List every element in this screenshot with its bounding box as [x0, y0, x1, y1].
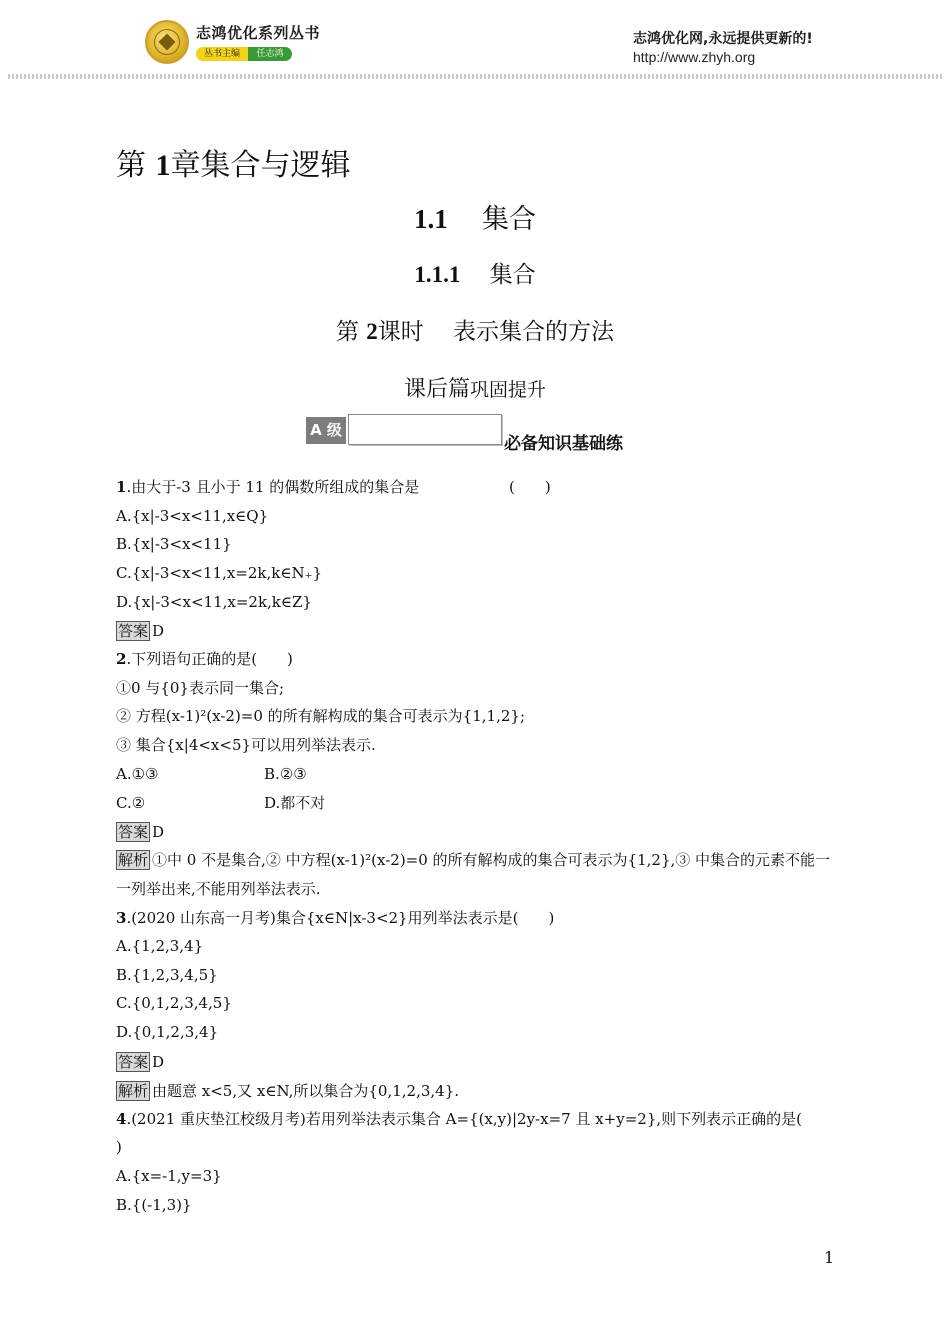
q1-option-a: A.{x|-3<x<11,x∈Q}: [116, 507, 269, 525]
page-number: 1: [824, 1248, 835, 1267]
q3-answer: D: [152, 1053, 165, 1071]
q2-option-a: A.①③: [116, 765, 159, 783]
q3-stem: [116, 909, 554, 927]
q1-option-b: B.{x|-3<x<11}: [116, 535, 232, 553]
section-title: [0, 197, 950, 236]
q3-analysis: 由题意 x<5,又 x∈N,所以集合为{0,1,2,3,4}.: [152, 1082, 460, 1100]
q2-option-d: D.都不对: [264, 794, 326, 812]
q4-text: .(2021 重庆垫江校级月考)若用列举法表示集合 A={(x,y)|2y-x=7 且 x+y=2},则下列表示正确的是(: [126, 1110, 802, 1128]
subsection-title: [0, 256, 950, 289]
level-box: [348, 414, 502, 445]
page-header: [0, 0, 950, 80]
q3-analysis-line: [116, 1081, 459, 1101]
q3-answer-line: [116, 1052, 164, 1072]
q3-option-c: C.{0,1,2,3,4,5}: [116, 994, 232, 1012]
q4-stem-tail: ): [116, 1138, 122, 1156]
section-name: 集合: [482, 204, 537, 235]
q1-paren: ( ): [509, 478, 551, 496]
answer-tag: 答案: [118, 823, 149, 841]
subsection-name: 集合: [489, 262, 536, 288]
q3-option-b: B.{1,2,3,4,5}: [116, 966, 218, 984]
q1-option-c: C.{x|-3<x<11,x=2k,k∈N₊}: [116, 564, 323, 582]
q2-number: 2: [116, 650, 127, 668]
q1-stem: [116, 478, 419, 496]
q1-answer-line: [116, 621, 164, 641]
q2-analysis-line: [116, 846, 836, 904]
brand-sub-left: 丛书主编: [196, 47, 248, 61]
after-class-b: 巩固提升: [470, 379, 547, 401]
analysis-tag: 解析: [118, 1082, 149, 1100]
level-title: 必备知识基础练: [504, 434, 623, 454]
q1-number: 1: [116, 478, 127, 496]
brand-sub-right: 任志鸿: [248, 47, 292, 61]
answer-tag: 答案: [118, 1053, 149, 1071]
chapter-title: [116, 140, 351, 184]
subsection-number: 1.1.1: [414, 262, 461, 287]
q2-statement-3: ③ 集合{x|4<x<5}可以用列举法表示.: [116, 736, 376, 754]
q2-answer: D: [152, 823, 165, 841]
after-class-a: 课后篇: [403, 377, 470, 402]
brand-seal-logo: [145, 20, 189, 64]
brand-subtitle: [196, 47, 292, 61]
q2-answer-line: [116, 822, 164, 842]
q2-text: .下列语句正确的是( ): [126, 650, 293, 668]
answer-tag: 答案: [118, 622, 149, 640]
after-class-heading: [0, 372, 950, 403]
q3-option-a: A.{1,2,3,4}: [116, 937, 204, 955]
q2-stem: [116, 650, 293, 668]
lesson-prefix: 第: [335, 319, 359, 345]
level-badge: A 级: [306, 417, 346, 444]
q3-option-d: D.{0,1,2,3,4}: [116, 1023, 219, 1041]
header-divider: [8, 74, 942, 79]
q3-text: .(2020 山东高一月考)集合{x∈N|x-3<2}用列举法表示是( ): [126, 909, 555, 927]
header-slogan: 志鸿优化网,永远提供更新的!: [633, 31, 813, 47]
q1-option-d: D.{x|-3<x<11,x=2k,k∈Z}: [116, 593, 312, 611]
chapter-number: 1: [155, 149, 171, 182]
section-number: 1.1: [413, 204, 448, 234]
analysis-tag: 解析: [118, 851, 149, 869]
lesson-rest: 课时: [377, 319, 424, 345]
chapter-prefix: 第: [116, 148, 146, 183]
q2-statement-1: ①0 与{0}表示同一集合;: [116, 679, 284, 697]
q2-option-c: C.②: [116, 794, 146, 812]
header-url: http://www.zhyh.org: [633, 49, 756, 65]
lesson-number: 2: [366, 319, 378, 344]
q4-stem: [116, 1110, 802, 1128]
q1-answer: D: [152, 622, 165, 640]
q1-text: .由大于-3 且小于 11 的偶数所组成的集合是: [126, 478, 420, 496]
lesson-title: [0, 313, 950, 346]
q3-number: 3: [116, 909, 127, 927]
q4-option-b: B.{(-1,3)}: [116, 1196, 192, 1214]
q4-option-a: A.{x=-1,y=3}: [116, 1167, 222, 1185]
q2-statement-2: ② 方程(x-1)²(x-2)=0 的所有解构成的集合可表示为{1,1,2};: [116, 707, 525, 725]
q4-number: 4: [116, 1110, 127, 1128]
q2-analysis: ①中 0 不是集合,② 中方程(x-1)²(x-2)=0 的所有解构成的集合可表示为{1,2},③ 中集合的元素不能一一列举出来,不能用列举法表示.: [116, 851, 831, 898]
q2-option-b: B.②③: [264, 765, 307, 783]
brand-title: 志鸿优化系列丛书: [196, 24, 321, 42]
lesson-name: 表示集合的方法: [453, 319, 615, 345]
chapter-rest: 章集合与逻辑: [170, 148, 351, 183]
